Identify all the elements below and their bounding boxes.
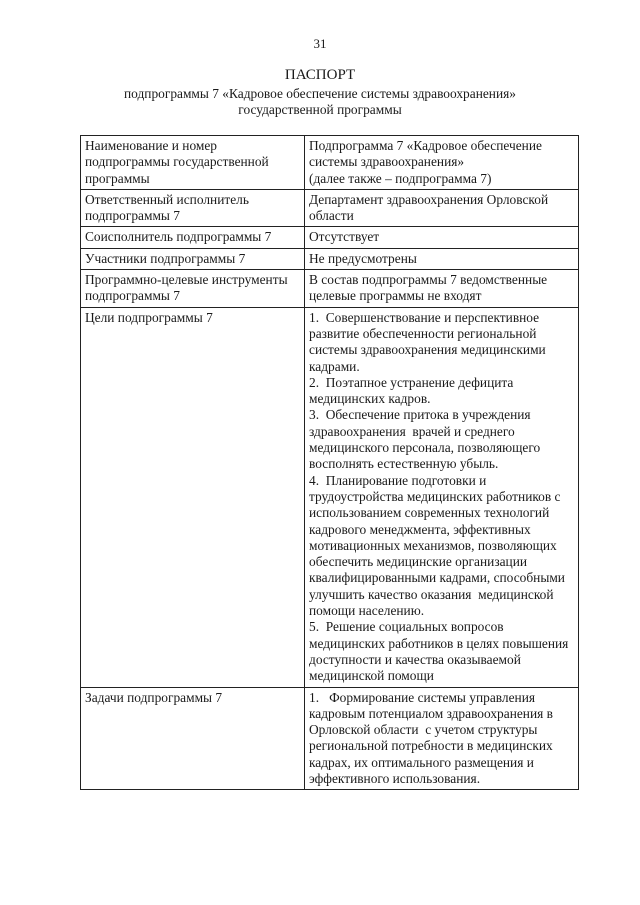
row-value-goals: 1. Совершенствование и перспективное развитие обеспеченности региональной системы здравоохранения медицинскими кадрами. 2. Поэтапное устранение дефицита медицинских кадров. 3. Обеспечение притока в учреждения здравоохранения врачей и среднего медицинского персонала, позволяющего восполнять естественную убыль. 4. Планирование подготовки и трудоустройства медицинских работников с использованием современных технологий кадрового менеджмента, эффективных мотивационных механизмов, позволяющих обеспечить медицинские организации квалифицированными кадрами, способными улучшить качество оказания медицинской помощи населению. 5. Решение социальных вопросов медицинских работников в целях повышения доступности и качества оказываемой медицинской помощи: [305, 307, 579, 687]
row-label-co-executor: Соисполнитель подпрограммы 7: [81, 227, 305, 248]
document-subtitle: [0, 86, 640, 118]
table-row: [81, 248, 579, 269]
table-row: [81, 136, 579, 190]
page-number: 31: [313, 36, 327, 51]
row-value-instruments: В состав подпрограммы 7 ведомственные целевые программы не входят: [305, 270, 579, 308]
row-value-tasks: 1. Формирование системы управления кадровым потенциалом здравоохранения в Орловской области с учетом структуры региональной потребности в медицинских кадрах, их оптимального размещения и эффективного использования.: [305, 687, 579, 790]
table-row: [81, 227, 579, 248]
row-label-goals: Цели подпрограммы 7: [81, 307, 305, 687]
row-value-responsible: Департамент здравоохранения Орловской области: [305, 189, 579, 227]
row-label-participants: Участники подпрограммы 7: [81, 248, 305, 269]
document-title: ПАСПОРТ: [284, 67, 356, 83]
table-row: [81, 307, 579, 687]
row-label-instruments: Программно-целевые инструменты подпрограммы 7: [81, 270, 305, 308]
subtitle-line-2: государственной программы: [238, 102, 402, 117]
row-label-responsible: Ответственный исполнитель подпрограммы 7: [81, 189, 305, 227]
row-label-name: Наименование и номер подпрограммы государственной программы: [81, 136, 305, 190]
row-value-participants: Не предусмотрены: [305, 248, 579, 269]
row-value-co-executor: Отсутствует: [305, 227, 579, 248]
table-row: [81, 270, 579, 308]
passport-table: [80, 135, 579, 790]
table-row: [81, 189, 579, 227]
row-label-tasks: Задачи подпрограммы 7: [81, 687, 305, 790]
table-row: [81, 687, 579, 790]
subtitle-line-1: подпрограммы 7 «Кадровое обеспечение системы здравоохранения»: [123, 86, 516, 101]
row-value-name: Подпрограмма 7 «Кадровое обеспечение системы здравоохранения» (далее также – подпрограмма 7): [305, 136, 579, 190]
